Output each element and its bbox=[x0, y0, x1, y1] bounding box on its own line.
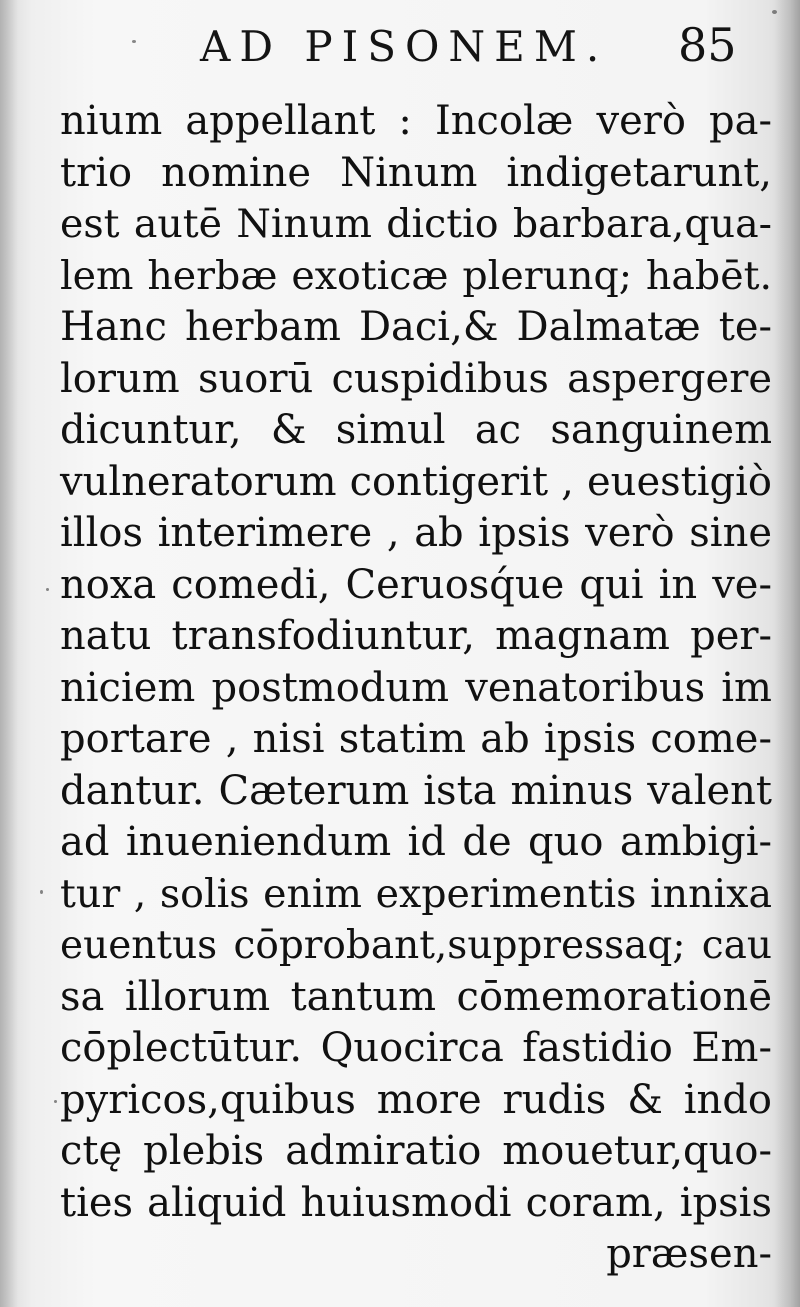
text-line: ad inueniendum id de quo ambigi- bbox=[60, 819, 772, 865]
text-line: illos interimere , ab ipsis verò sine bbox=[60, 510, 772, 556]
ink-speck bbox=[46, 588, 49, 591]
page-edge-shadow bbox=[774, 0, 800, 1307]
running-title: AD PISONEM. bbox=[200, 22, 609, 71]
text-line: natu transfodiuntur, magnam per- bbox=[60, 613, 772, 659]
text-line: dicuntur, & simul ac sanguinem bbox=[60, 407, 772, 453]
text-line: lem herbæ exoticæ plerunq; habēt. bbox=[60, 252, 772, 299]
text-line: nium appellant : Incolæ verò pa- bbox=[60, 98, 772, 144]
page-number: 85 bbox=[678, 18, 737, 72]
text-line: pyricos,quibus more rudis & indo bbox=[60, 1076, 772, 1123]
text-line: lorum suorū cuspidibus aspergere bbox=[60, 355, 772, 402]
text-line: niciem postmodum venatoribus im bbox=[60, 664, 772, 711]
text-line: vulneratorum contigerit , euestigiò bbox=[60, 458, 772, 505]
page-gutter-shadow bbox=[0, 0, 18, 1307]
ink-speck bbox=[772, 10, 777, 14]
text-line: ties aliquid huiusmodi coram, ipsis bbox=[60, 1179, 772, 1226]
text-line: dantur. Cæterum ista minus valent bbox=[60, 767, 772, 814]
text-line: cōplectūtur. Quocirca fastidio Em- bbox=[60, 1025, 772, 1071]
ink-speck bbox=[132, 40, 136, 43]
text-line: est autē Ninum dictio barbara,qua- bbox=[60, 201, 772, 247]
text-line: portare , nisi statim ab ipsis come- bbox=[60, 716, 772, 762]
ink-speck bbox=[54, 1100, 57, 1103]
text-line: noxa comedi, Ceruosq́ue qui in ve- bbox=[60, 561, 772, 608]
text-line: trio nomine Ninum indigetarunt, bbox=[60, 149, 772, 196]
catchword: præsen- bbox=[606, 1231, 772, 1277]
text-line: sa illorum tantum cōmemorationē bbox=[60, 973, 772, 1020]
ink-speck bbox=[40, 890, 43, 894]
text-line: ctę plebis admiratio mouetur,quo- bbox=[60, 1128, 772, 1174]
text-line: euentus cōprobant,suppressaq; cau bbox=[60, 923, 772, 968]
text-line: Hanc herbam Daci,& Dalmatæ te- bbox=[60, 304, 772, 350]
body-text bbox=[60, 96, 772, 1281]
text-line: tur , solis enim experimentis innixa bbox=[60, 870, 772, 917]
